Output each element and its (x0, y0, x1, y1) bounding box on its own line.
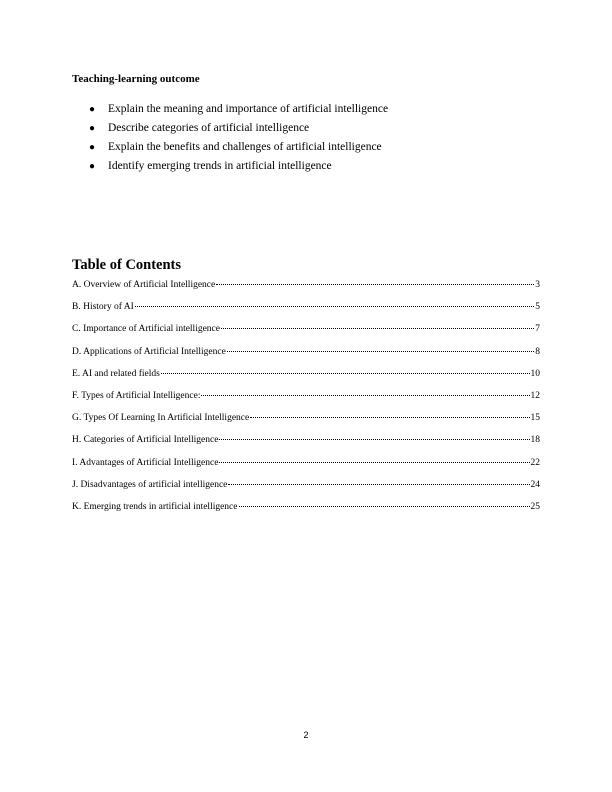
toc-entry[interactable] (72, 477, 540, 499)
toc-leader-dots (135, 306, 535, 307)
toc-entry[interactable] (72, 455, 540, 477)
table-of-contents (72, 277, 540, 521)
list-item-text: Explain the benefits and challenges of artificial intelligence (108, 141, 382, 153)
toc-leader-dots (227, 351, 534, 352)
toc-entry[interactable] (72, 432, 540, 454)
toc-entry-label[interactable]: G. Types Of Learning In Artificial Intelligence (72, 413, 250, 424)
toc-entry-page[interactable]: 10 (530, 368, 540, 379)
toc-entry-label[interactable]: A. Overview of Artificial Intelligence (72, 280, 216, 290)
list-item-text: Describe categories of artificial intelligence (108, 122, 310, 134)
list-item-text: Identify emerging trends in artificial intelligence (108, 160, 332, 172)
toc-entry[interactable] (72, 388, 540, 410)
toc-entry-label[interactable]: E. AI and related fields (72, 368, 160, 379)
toc-entry-label[interactable]: I. Advantages of Artificial Intelligence (72, 457, 219, 468)
toc-leader-dots (219, 462, 529, 463)
toc-entry[interactable] (72, 499, 540, 521)
toc-leader-dots (201, 395, 529, 396)
toc-entry-page[interactable]: 7 (535, 324, 540, 335)
toc-leader-dots (250, 417, 529, 418)
toc-leader-dots (221, 328, 534, 329)
toc-leader-dots (216, 284, 534, 285)
bullet-icon: ● (89, 142, 96, 153)
outcome-heading: Teaching-learning outcome (72, 73, 200, 85)
toc-leader-dots (219, 439, 529, 440)
toc-entry[interactable] (72, 321, 540, 343)
toc-entry-page[interactable]: 8 (535, 346, 540, 357)
list-item-text: Explain the meaning and importance of artificial intelligence (108, 103, 389, 115)
page-number: 2 (303, 730, 309, 740)
toc-entry-label[interactable]: H. Categories of Artificial Intelligence (72, 435, 219, 446)
bullet-icon: ● (89, 123, 96, 134)
list-item (72, 138, 542, 157)
toc-entry[interactable] (72, 366, 540, 388)
toc-entry-label[interactable]: D. Applications of Artificial Intelligence (72, 346, 226, 357)
toc-entry-label[interactable]: K. Emerging trends in artificial intelligence (72, 501, 238, 512)
toc-entry-page[interactable]: 12 (530, 390, 540, 401)
outcome-list (72, 100, 542, 176)
toc-entry-label[interactable]: C. Importance of Artificial intelligence (72, 324, 220, 335)
toc-entry-label[interactable]: B. History of AI (72, 302, 134, 313)
bullet-icon: ● (89, 161, 96, 172)
toc-entry-page[interactable]: 5 (535, 302, 540, 313)
toc-entry[interactable] (72, 277, 540, 299)
list-item (72, 119, 542, 138)
toc-entry-page[interactable]: 15 (530, 413, 540, 424)
toc-entry-page[interactable]: 24 (530, 479, 540, 490)
toc-entry-page[interactable]: 25 (530, 501, 540, 512)
list-item (72, 157, 542, 176)
toc-title: Table of Contents (72, 257, 182, 273)
toc-entry[interactable] (72, 299, 540, 321)
toc-leader-dots (239, 506, 530, 507)
toc-entry[interactable] (72, 344, 540, 366)
bullet-icon: ● (89, 104, 96, 115)
list-item (72, 100, 542, 119)
toc-entry-page[interactable]: 18 (530, 435, 540, 446)
toc-entry[interactable] (72, 410, 540, 432)
toc-entry-page[interactable]: 3 (535, 280, 540, 290)
toc-entry-label[interactable]: F. Types of Artificial Intelligence: (72, 390, 201, 401)
toc-leader-dots (161, 373, 530, 374)
toc-entry-page[interactable]: 22 (530, 457, 540, 468)
toc-entry-label[interactable]: J. Disadvantages of artificial intelligence (72, 479, 228, 490)
toc-leader-dots (228, 484, 529, 485)
